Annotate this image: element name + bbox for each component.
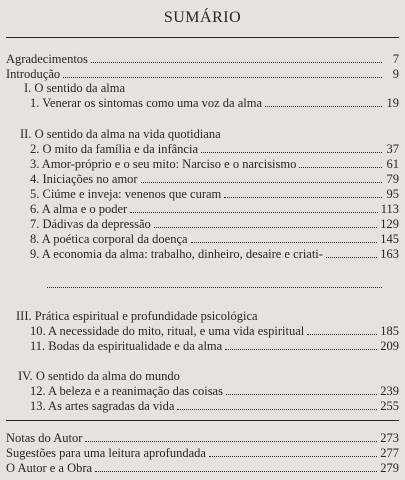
toc-entry-chapter bbox=[30, 399, 399, 413]
leader-dots bbox=[307, 325, 377, 335]
leader-dots bbox=[177, 400, 377, 410]
toc-entry-page: 7 bbox=[392, 52, 399, 66]
toc-entry-chapter bbox=[30, 217, 399, 231]
toc-entry-page: 273 bbox=[380, 431, 399, 445]
toc-entry-label: 6. A alma e o poder bbox=[30, 202, 128, 216]
toc-entry-page: 129 bbox=[380, 217, 399, 231]
part-heading: IV. O sentido da alma do mundo bbox=[18, 369, 180, 383]
toc-entry-label: 4. Iniciações no amor bbox=[30, 172, 138, 186]
leader-dots bbox=[209, 447, 377, 457]
toc-entry-further-reading bbox=[6, 446, 399, 460]
toc-entry-label: O Autor e a Obra bbox=[6, 461, 93, 475]
toc-entry-page: 239 bbox=[380, 384, 399, 398]
toc-entry-chapter bbox=[30, 157, 399, 171]
toc-entry-label: 3. Amor-próprio e o seu mito: Narciso e o narcisismo bbox=[30, 157, 297, 171]
leader-dots bbox=[141, 173, 382, 183]
leader-dots bbox=[85, 432, 377, 442]
toc-entry-acknowledgements bbox=[6, 52, 399, 66]
toc-entry-label: 5. Ciúme e inveja: venenos que curam bbox=[30, 187, 222, 201]
leader-dots bbox=[191, 233, 378, 243]
leader-dots bbox=[226, 385, 377, 395]
toc-entry-page: 255 bbox=[380, 399, 399, 413]
toc-entry-chapter bbox=[30, 247, 399, 261]
toc-entry-label: 10. A necessidade do mito, ritual, e uma vida espiritual bbox=[30, 324, 305, 338]
leader-dots bbox=[154, 218, 377, 228]
toc-entry-page: 61 bbox=[386, 157, 399, 171]
toc-entry-author-and-work bbox=[6, 461, 399, 475]
toc-entry-label: 9. A economia da alma: trabalho, dinheiro, desaire e criati- bbox=[30, 247, 323, 261]
leader-dots bbox=[225, 340, 377, 350]
toc-entry-page: 163 bbox=[380, 247, 399, 261]
leader-dots bbox=[265, 97, 382, 107]
toc-entry-chapter bbox=[30, 384, 399, 398]
leader-dots bbox=[91, 53, 382, 63]
toc-entry-page: 279 bbox=[380, 461, 399, 475]
part-heading: II. O sentido da alma na vida quotidiana bbox=[20, 127, 221, 141]
leader-dots bbox=[47, 278, 382, 288]
leader-dots bbox=[224, 188, 382, 198]
toc-entry-label: 7. Dádivas da depressão bbox=[30, 217, 151, 231]
toc-entry-introduction bbox=[6, 67, 399, 81]
toc-entry-chapter bbox=[30, 232, 399, 246]
toc-entry-label: 12. A beleza e a reanimação das coisas bbox=[30, 384, 223, 398]
toc-entry-label: 13. As artes sagradas da vida bbox=[30, 399, 175, 413]
toc-entry-page: 113 bbox=[380, 202, 399, 216]
toc-entry-label: 8. A poética corporal da doença bbox=[30, 232, 188, 246]
toc-entry-chapter-continuation bbox=[44, 278, 399, 288]
toc-entry-author-notes bbox=[6, 431, 399, 445]
toc-entry-chapter bbox=[30, 187, 399, 201]
toc-entry-page: 145 bbox=[380, 232, 399, 246]
toc-entry-label: 1. Venerar os sintomas como uma voz da alma bbox=[30, 96, 263, 110]
leader-dots bbox=[130, 203, 378, 213]
toc-entry-chapter bbox=[30, 96, 399, 110]
toc-entry-page: 209 bbox=[380, 339, 399, 353]
toc-entry-chapter bbox=[30, 142, 399, 156]
toc-entry-label: 2. O mito da família e da infância bbox=[30, 142, 198, 156]
part-heading: I. O sentido da alma bbox=[24, 81, 126, 95]
toc-entry-page: 185 bbox=[380, 324, 399, 338]
page-title: SUMÁRIO bbox=[163, 9, 242, 26]
toc-entry-label: Notas do Autor bbox=[6, 431, 83, 445]
part-heading: III. Prática espiritual e profundidade psicológica bbox=[16, 309, 258, 323]
toc-entry-chapter bbox=[30, 172, 399, 186]
toc-entry-page: 79 bbox=[386, 172, 399, 186]
leader-dots bbox=[63, 68, 382, 78]
toc-entry-page: 95 bbox=[386, 187, 399, 201]
toc-entry-page: 9 bbox=[392, 67, 399, 81]
leader-dots bbox=[95, 462, 377, 472]
toc-entry-label: Introdução bbox=[6, 67, 61, 81]
title-rule bbox=[6, 37, 399, 38]
toc-entry-page: 37 bbox=[386, 142, 399, 156]
leader-dots bbox=[299, 158, 382, 168]
leader-dots bbox=[201, 143, 382, 153]
leader-dots bbox=[326, 248, 377, 258]
toc-entry-label: Sugestões para uma leitura aprofundada bbox=[6, 446, 206, 460]
toc-entry-chapter bbox=[30, 339, 399, 353]
toc-entry-chapter bbox=[30, 324, 399, 338]
toc-entry-label: 11. Bodas da espiritualidade e da alma bbox=[30, 339, 223, 353]
section-divider bbox=[6, 420, 399, 421]
toc-entry-page: 277 bbox=[380, 446, 399, 460]
toc-entry-chapter bbox=[30, 202, 399, 216]
toc-entry-label: Agradecimentos bbox=[6, 52, 88, 66]
toc-entry-page: 19 bbox=[386, 96, 399, 110]
